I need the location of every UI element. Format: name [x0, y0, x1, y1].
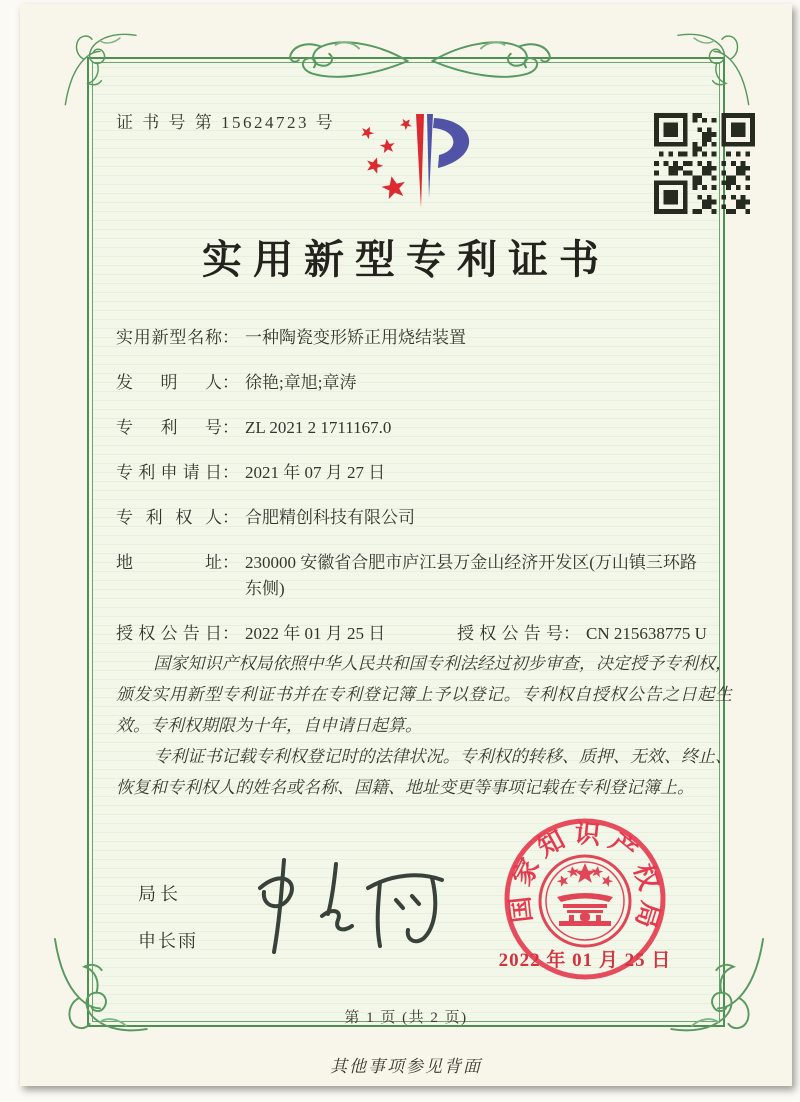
- field-value: 徐艳;章旭;章涛: [245, 373, 357, 392]
- field-value: 2022 年 01 月 25 日: [245, 624, 386, 643]
- field-value: ZL 2021 2 1711167.0: [245, 418, 392, 437]
- seal-ring-text: 国家知识产权局: [504, 818, 666, 939]
- legal-paragraph-grant: 国家知识产权局依照中华人民共和国专利法经过初步审查，决定授予专利权，颁发实用新型专利证书并在专利登记簿上予以登记。专利权自授权公告之日起生效。专利权期限为十年，自申请日起算。: [116, 654, 732, 735]
- legal-paragraph-register: 专利证书记载专利权登记时的法律状况。专利权的转移、质押、无效、终止、恢复和专利权人的姓名或名称、国籍、地址变更等事项记载在专利登记簿上。: [116, 747, 732, 797]
- field-value: CN 215638775 U: [586, 624, 707, 643]
- cnipa-logo-icon: [354, 110, 494, 220]
- field-value: 合肥精创科技有限公司: [245, 508, 415, 527]
- field-value: 2021 年 07 月 27 日: [245, 463, 386, 482]
- field-application-date: 专利申请日： 2021 年 07 月 27 日: [116, 460, 734, 486]
- field-label: 专利申请日: [116, 463, 222, 482]
- legal-text: [116, 648, 732, 803]
- field-address: 地址： 230000 安徽省合肥市庐江县万金山经济开发区(万山镇三环路东侧): [116, 550, 734, 602]
- corner-flourish-top-left: [60, 30, 140, 110]
- field-inventors: 发明人： 徐艳;章旭;章涛: [116, 370, 734, 396]
- field-label: 专利权人: [116, 508, 222, 527]
- field-label: 专利号: [116, 418, 222, 437]
- certificate-number: 证 书 号 第 15624723 号: [116, 113, 336, 132]
- field-patent-number: 专利号： ZL 2021 2 1711167.0: [116, 415, 734, 441]
- qr-code: [654, 113, 755, 214]
- top-center-dragon-ornament-right: [422, 34, 558, 88]
- director-signature: [240, 850, 452, 962]
- field-label: 授权公告日: [116, 624, 222, 643]
- top-center-dragon-ornament-left: [282, 34, 418, 88]
- field-value: 230000 安徽省合肥市庐江县万金山经济开发区(万山镇三环路东侧): [245, 553, 697, 598]
- seal-date: 2022 年 01 月 25 日: [498, 950, 672, 971]
- field-value: 一种陶瓷变形矫正用烧结装置: [245, 328, 466, 347]
- field-label: 发明人: [116, 373, 222, 392]
- field-patentee: 专利权人： 合肥精创科技有限公司: [116, 505, 734, 531]
- back-side-note: 其他事项参见背面: [330, 1057, 482, 1076]
- field-label: 地址: [116, 553, 222, 572]
- field-grant-row: 授权公告日： 2022 年 01 月 25 日 授权公告号： CN 215638775 U: [116, 621, 734, 647]
- signer-block: [138, 880, 198, 953]
- certificate-paper: [20, 4, 792, 1086]
- director-name: 申长雨: [138, 931, 198, 951]
- national-emblem-icon: [540, 856, 630, 946]
- field-utility-model-name: 实用新型名称： 一种陶瓷变形矫正用烧结装置: [116, 325, 734, 351]
- field-label: 实用新型名称: [116, 328, 222, 347]
- director-title: 局长: [138, 884, 182, 904]
- corner-flourish-top-right: [674, 30, 754, 110]
- field-label: 授权公告号: [457, 624, 563, 643]
- field-list: [116, 325, 734, 666]
- certificate-title: 实用新型专利证书: [202, 237, 610, 282]
- page-number: 第 1 页 (共 2 页): [344, 1010, 468, 1026]
